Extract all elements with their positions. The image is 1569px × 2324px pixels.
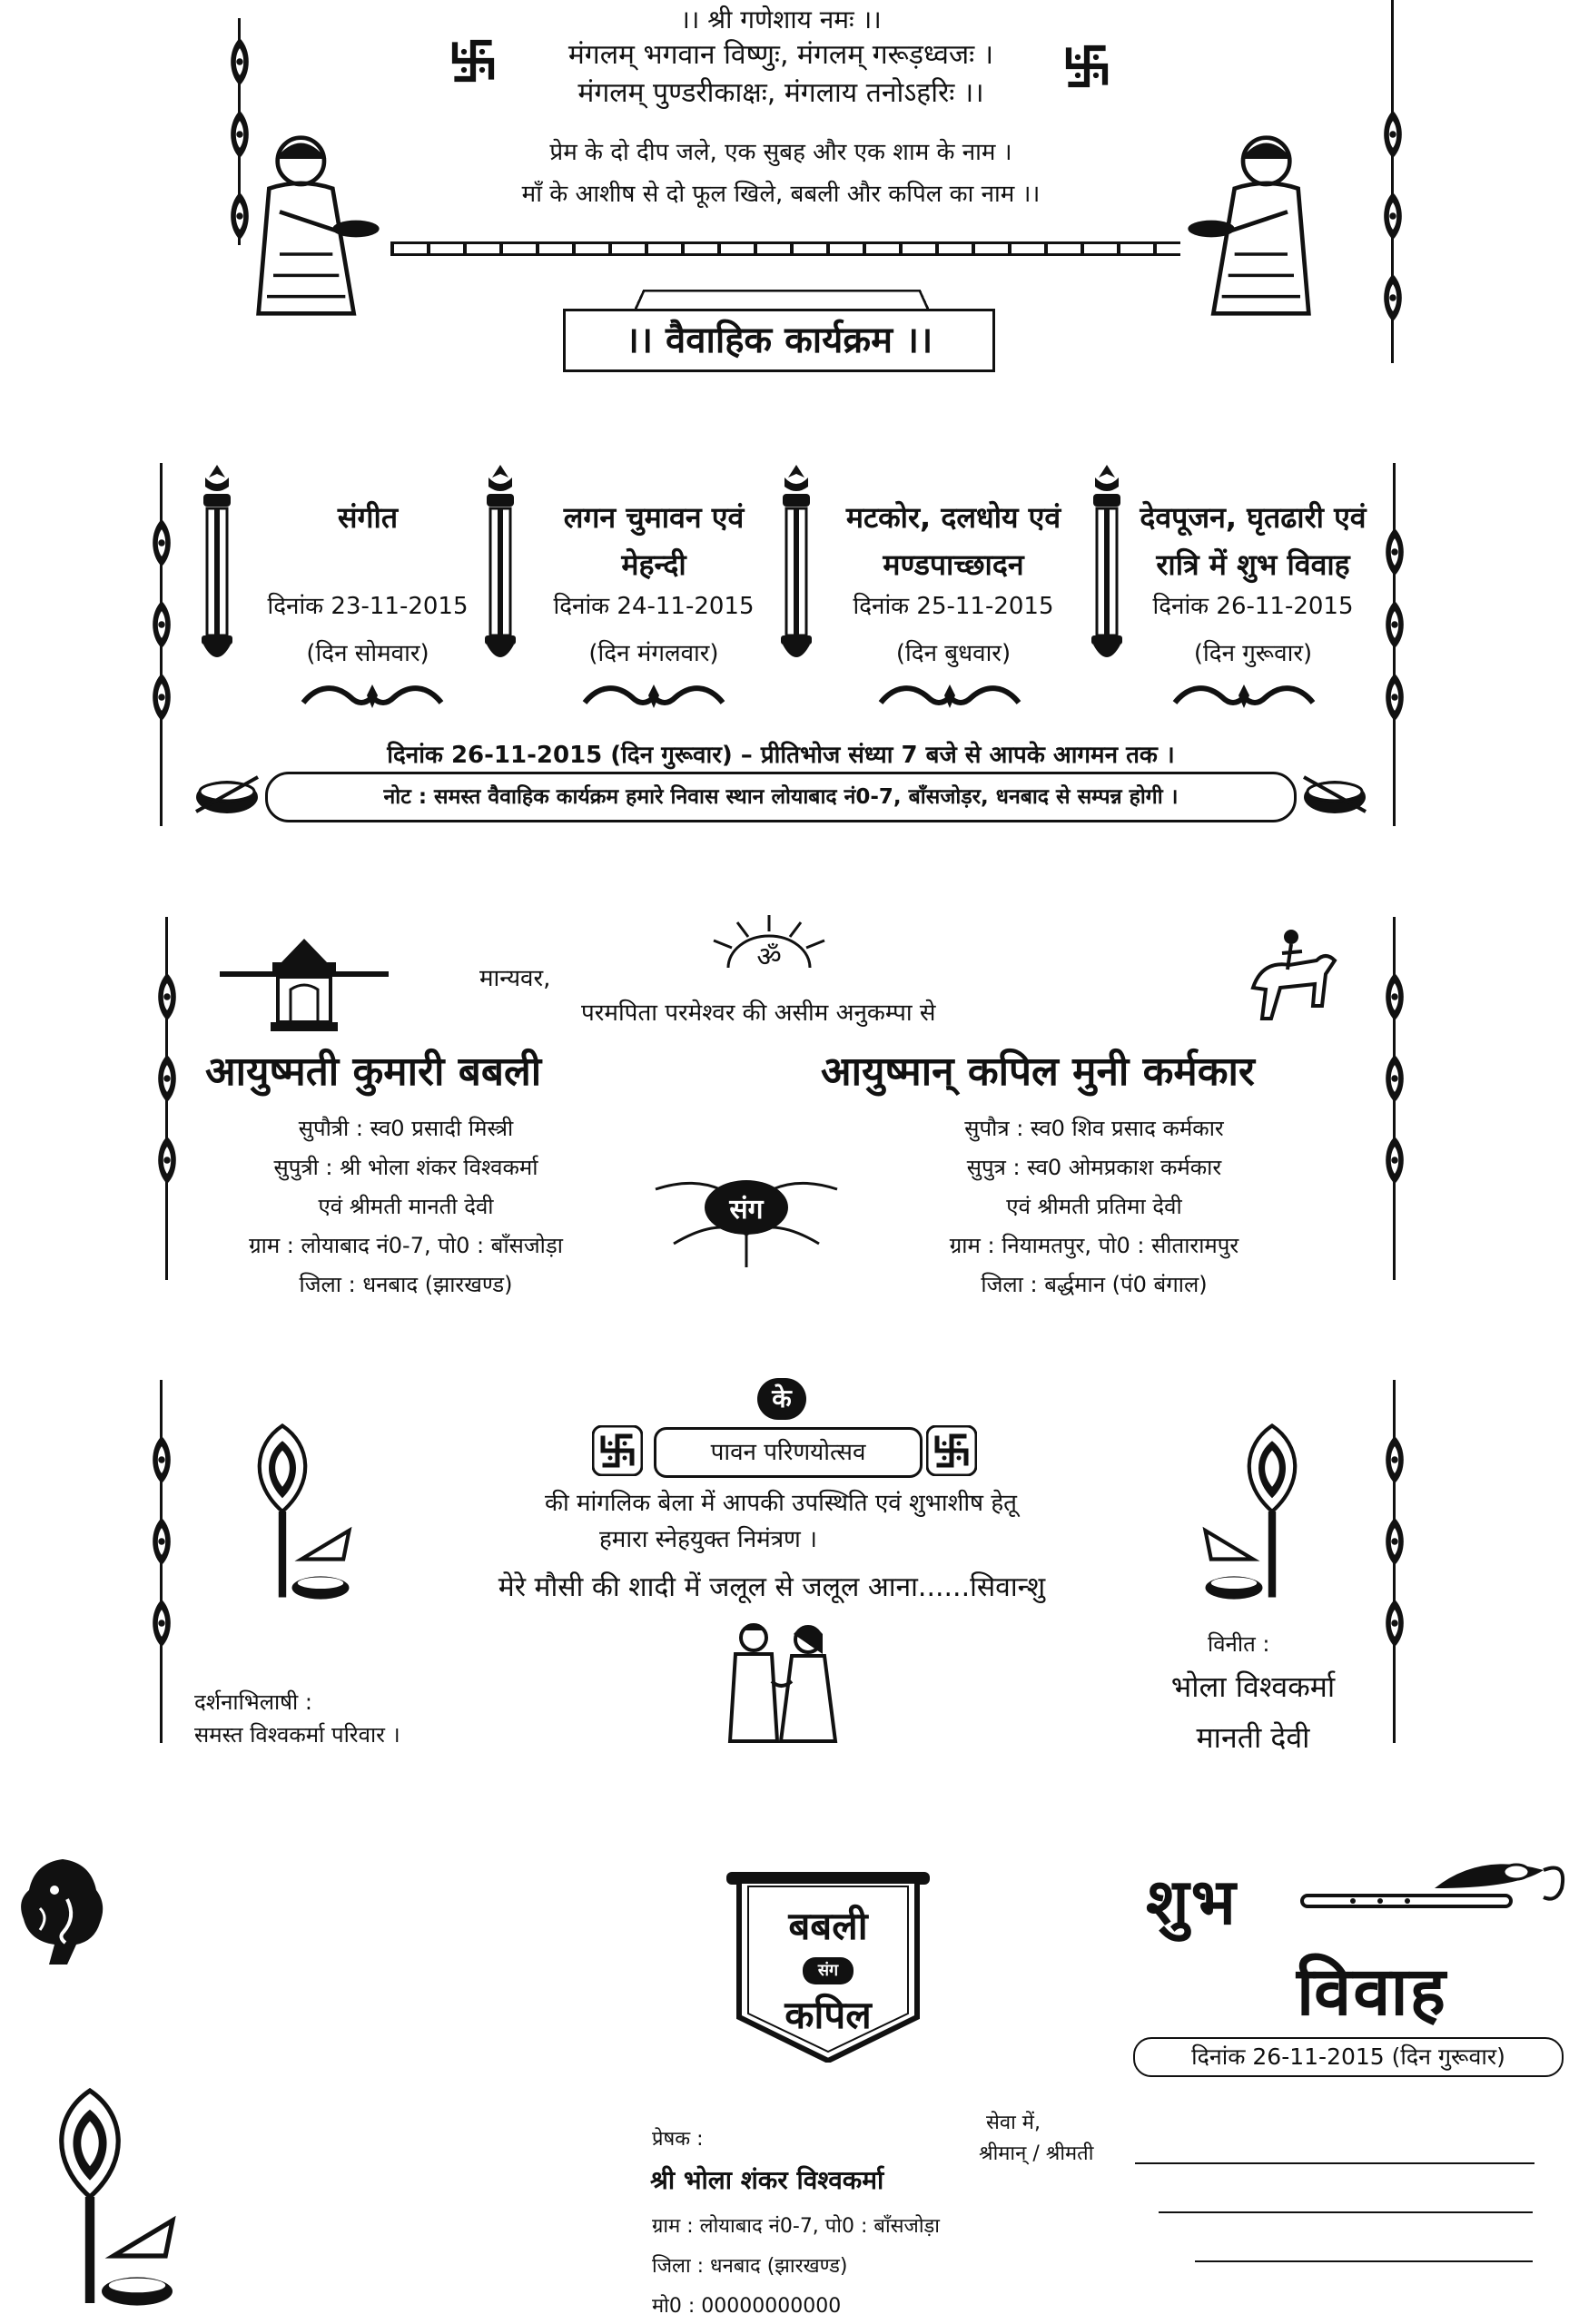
event-name: संगीत [337, 500, 399, 535]
recipient-line [1195, 2260, 1533, 2262]
banner-groom: कपिल [784, 1993, 872, 2037]
darshan-label: दर्शनाभिलाषी : [194, 1689, 312, 1715]
scroll-ornament-icon [300, 681, 445, 714]
flourish-icon [136, 1434, 187, 1485]
bride-detail-line: ग्राम : लोयाबाद नं0-7, पो0 : बाँसजोड़ा [249, 1233, 563, 1258]
groom-detail-line: सुपुत्र : स्व0 ओमप्रकाश कर्मकार [966, 1155, 1222, 1180]
horse-rider-icon [1235, 924, 1344, 1033]
event-date: दिनांक 23-11-2015 [267, 593, 469, 620]
bride-detail-line: एवं श्रीमती मानती देवी [318, 1194, 494, 1219]
woman-with-diya-icon [1179, 127, 1333, 318]
recipient-line [1135, 2162, 1534, 2164]
flourish-icon [136, 599, 187, 650]
ceremony-line-3: मेरे मौसी की शादी में जलूल से जलूल आना......सिवान्शु [498, 1571, 1046, 1603]
event-day: (दिन सोमवार) [306, 640, 429, 667]
sender-district: जिला : धनबाद (झारखण्ड) [652, 2255, 848, 2278]
event-date: दिनांक 26-11-2015 [1152, 593, 1354, 620]
vineet-name-1: भोला विश्वकर्मा [1170, 1669, 1336, 1704]
flourish-icon [1369, 971, 1420, 1022]
om-icon: ॐ [756, 941, 782, 973]
greeting: मान्यवर, [479, 965, 551, 992]
flourish-icon [1369, 1434, 1420, 1485]
groom-detail-line: ग्राम : नियामतपुर, पो0 : सीतारामपुर [949, 1233, 1239, 1258]
fan-shehnai-icon [1189, 1416, 1317, 1607]
envelope-date-box [1133, 2037, 1564, 2077]
bride-detail-line: सुपुत्री : श्री भोला शंकर विश्वकर्मा [273, 1155, 538, 1180]
swastika-icon [592, 1425, 643, 1476]
ceremony-title: पावन परिणयोत्सव [710, 1439, 866, 1466]
event-name: मटकोर, दलधोय एवं मण्डपाच्छादन [845, 500, 1061, 582]
drum-icon [1298, 772, 1371, 817]
flourish-icon [136, 672, 187, 723]
couple-banner [726, 1872, 930, 2063]
scroll-ornament-icon [1171, 681, 1317, 714]
flourish-icon [1369, 1135, 1420, 1186]
note-text: नोट : समस्त वैवाहिक कार्यक्रम हमारे निवास स्थान लोयाबाद नं0-7, बाँसजोड़र, धनबाद से सम्पन्न होगी । [383, 785, 1179, 809]
swastika-icon [926, 1425, 977, 1476]
decorative-chain [390, 241, 1180, 256]
couplet-line-2: माँ के आशीष से दो फूल खिले, बबली और कपिल का नाम ।। [521, 181, 1041, 208]
bride-details [202, 1109, 610, 1305]
flourish-icon [136, 517, 187, 568]
groom-detail-line: जिला : बर्द्धमान (पं0 बंगाल) [981, 1272, 1208, 1297]
event-date: दिनांक 24-11-2015 [553, 593, 755, 620]
sender-name: श्री भोला शंकर विश्वकर्मा [650, 2165, 884, 2195]
couplet-line-1: प्रेम के दो दीप जले, एक सुबह और एक शाम के नाम । [549, 139, 1012, 166]
flourish-icon [142, 971, 192, 1022]
ke-badge: के [757, 1378, 806, 1420]
left-flourish-icon [214, 36, 265, 87]
program-title-roof [633, 290, 930, 310]
flourish-icon [1369, 1516, 1420, 1567]
flourish-icon [136, 1516, 187, 1567]
right-flourish-icon [1367, 191, 1418, 241]
note-box [265, 772, 1297, 822]
blessing-line: परमपिता परमेश्वर की असीम अनुकम्पा से [581, 1000, 936, 1027]
program-title-box [563, 309, 995, 372]
ganesha-icon [13, 1854, 113, 1970]
sender-label: प्रेषक : [652, 2128, 704, 2151]
vineet-label: विनीत : [1208, 1631, 1270, 1657]
flourish-icon [142, 1053, 192, 1104]
drum-icon [191, 772, 263, 817]
ceremony-line-1: की मांगलिक बेला में आपकी उपस्थिति एवं शुभाशीष हेतू [545, 1490, 1017, 1517]
program-title: ।। वैवाहिक कार्यक्रम ।। [625, 320, 933, 361]
flourish-icon [1369, 1598, 1420, 1649]
sang-label: संग [729, 1194, 764, 1226]
sender-village: ग्राम : लोयाबाद नं0-7, पो0 : बाँसजोड़ा [652, 2215, 941, 2238]
kalash-pillar-icon [1088, 463, 1126, 672]
event-date: दिनांक 25-11-2015 [853, 593, 1054, 620]
scroll-ornament-icon [581, 681, 726, 714]
bride-name: आयुष्मती कुमारी बबली [205, 1049, 542, 1095]
right-flourish-icon [1367, 272, 1418, 323]
shubh-title: शुभ [1146, 1865, 1238, 1939]
kalash-pillar-icon [198, 463, 236, 672]
reception-line: दिनांक 26-11-2015 (दिन गुरूवार) – प्रीतिभोज संध्या 7 बजे से आपके आगमन तक । [387, 742, 1175, 769]
recipient-line [1159, 2211, 1533, 2213]
sun-om-icon [701, 913, 837, 977]
recipient-salutation: श्रीमान् / श्रीमती [979, 2142, 1094, 2165]
scroll-ornament-icon [877, 681, 1022, 714]
groom-details [890, 1109, 1298, 1305]
invocation: ।। श्री गणेशाय नमः ।। [680, 5, 882, 34]
banner-sang: संग [803, 1957, 854, 1984]
flourish-icon [1369, 672, 1420, 723]
woman-with-diya-icon [234, 127, 389, 318]
event-day: (दिन बुधवार) [895, 640, 1011, 667]
flourish-icon [1369, 1053, 1420, 1104]
vineet-name-2: मानती देवी [1196, 1720, 1310, 1755]
swastika-icon [1064, 44, 1110, 89]
event-name: लगन चुमावन एवं मेहन्दी [563, 500, 745, 582]
event-day: (दिन गुरूवार) [1193, 640, 1313, 667]
ceremony-title-box [654, 1427, 923, 1478]
vivah-title: विवाह [1297, 1953, 1447, 2031]
right-flourish-icon [1367, 109, 1418, 160]
shloka-line-2: मंगलम् पुण्डरीकाक्षः, मंगलाय तनोऽहरिः ।। [577, 77, 984, 109]
sender-mobile: मो0 : 00000000000 [652, 2295, 842, 2318]
bride-detail-line: सुपौत्री : स्व0 प्रसादी मिस्त्री [298, 1116, 514, 1141]
swastika-icon [450, 38, 496, 84]
darshan-value: समस्त विश्वकर्मा परिवार । [194, 1722, 400, 1748]
recipient-label: सेवा में, [986, 2112, 1041, 2134]
event-name: देवपूजन, घृतढारी एवं रात्रि में शुभ विवाह [1140, 500, 1367, 582]
fan-shehnai-icon [238, 1416, 365, 1607]
fan-shehnai-icon [36, 2079, 191, 2315]
groom-name: आयुष्मान् कपिल मुनी कर्मकार [821, 1049, 1255, 1095]
event-day: (दिन मंगलवार) [588, 640, 719, 667]
bride-detail-line: जिला : धनबाद (झारखण्ड) [299, 1272, 513, 1297]
shloka-line-1: मंगलम् भगवान विष्णुः, मंगलम् गरूड़ध्वजः । [567, 39, 994, 71]
flute-peacock-feather-icon [1298, 1852, 1569, 1934]
flourish-icon [136, 1598, 187, 1649]
couple-icon [708, 1618, 854, 1745]
kalash-pillar-icon [777, 463, 815, 672]
palanquin-icon [218, 935, 390, 1035]
banner-bride: बबली [788, 1904, 868, 1948]
sang-emblem-icon [637, 1135, 855, 1271]
envelope-date: दिनांक 26-11-2015 (दिन गुरूवार) [1191, 2043, 1505, 2070]
groom-detail-line: सुपौत्र : स्व0 शिव प्रसाद कर्मकार [964, 1116, 1224, 1141]
ceremony-line-2: हमारा स्नेहयुक्त निमंत्रण । [599, 1526, 817, 1553]
flourish-icon [142, 1135, 192, 1186]
groom-detail-line: एवं श्रीमती प्रतिमा देवी [1006, 1194, 1182, 1219]
